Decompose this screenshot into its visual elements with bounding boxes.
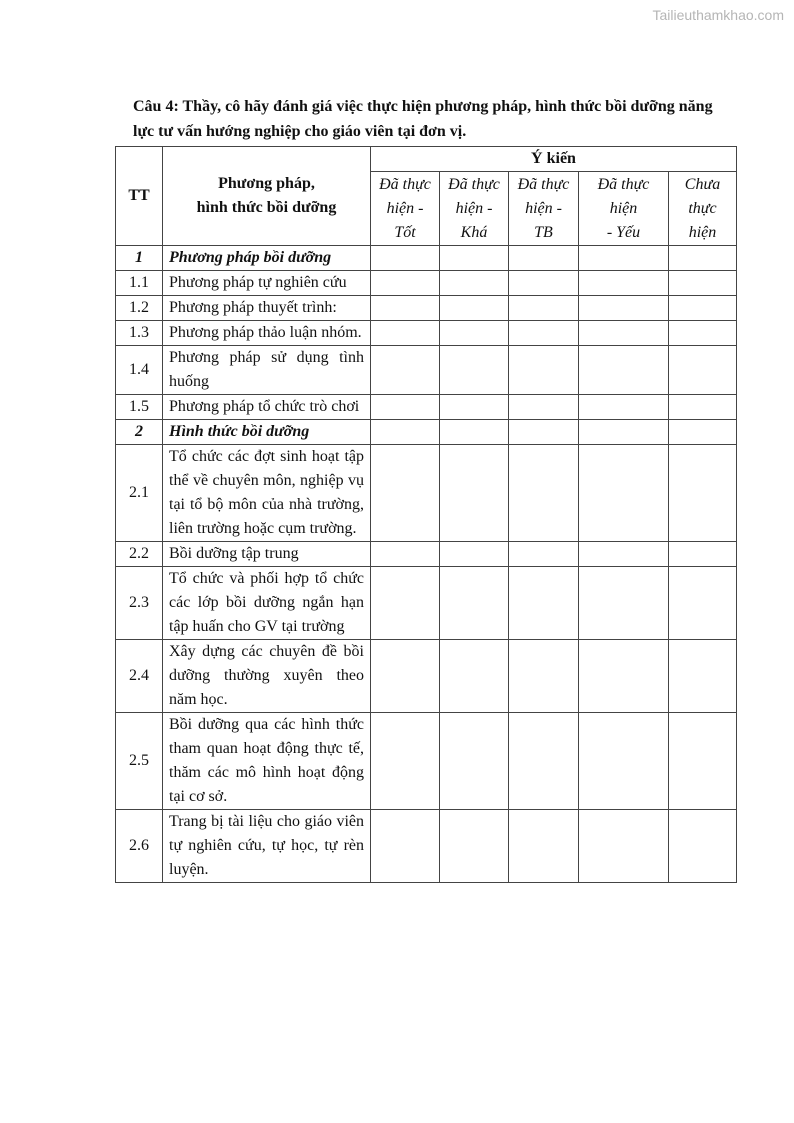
rating-cell[interactable] xyxy=(509,567,579,640)
table-row-section-2 xyxy=(116,420,737,445)
rating-cell[interactable] xyxy=(579,542,669,567)
rating-cell[interactable] xyxy=(669,640,737,713)
row-tt: 2.4 xyxy=(116,640,163,713)
rating-cell[interactable] xyxy=(371,420,440,445)
rating-cell[interactable] xyxy=(371,271,440,296)
row-tt: 1.3 xyxy=(116,321,163,346)
row-tt: 2.6 xyxy=(116,810,163,883)
row-tt: 1.5 xyxy=(116,395,163,420)
table-row-section-1 xyxy=(116,246,737,271)
row-name: Phương pháp tổ chức trò chơi xyxy=(163,395,371,420)
row-name: Trang bị tài liệu cho giáo viên tự nghiên cứu, tự học, tự rèn luyện. xyxy=(163,810,371,883)
table-row xyxy=(116,321,737,346)
row-tt: 2.5 xyxy=(116,713,163,810)
survey-table xyxy=(115,146,737,883)
rating-cell[interactable] xyxy=(669,271,737,296)
rating-cell[interactable] xyxy=(579,567,669,640)
rating-cell[interactable] xyxy=(371,445,440,542)
rating-cell[interactable] xyxy=(440,420,509,445)
table-row xyxy=(116,395,737,420)
table-row xyxy=(116,713,737,810)
rating-cell[interactable] xyxy=(509,713,579,810)
rating-cell[interactable] xyxy=(371,246,440,271)
rating-cell[interactable] xyxy=(669,346,737,395)
header-option-not-done: Chưa thực hiện xyxy=(669,172,737,246)
header-option-average: Đã thực hiện - TB xyxy=(509,172,579,246)
rating-cell[interactable] xyxy=(509,321,579,346)
rating-cell[interactable] xyxy=(669,246,737,271)
table-row xyxy=(116,271,737,296)
row-tt: 1 xyxy=(116,246,163,271)
rating-cell[interactable] xyxy=(509,271,579,296)
rating-cell[interactable] xyxy=(509,542,579,567)
table-row xyxy=(116,810,737,883)
rating-cell[interactable] xyxy=(440,640,509,713)
header-method xyxy=(163,147,371,246)
rating-cell[interactable] xyxy=(669,713,737,810)
rating-cell[interactable] xyxy=(371,640,440,713)
rating-cell[interactable] xyxy=(669,445,737,542)
row-name: Xây dựng các chuyên đề bồi dưỡng thường xuyên theo năm học. xyxy=(163,640,371,713)
rating-cell[interactable] xyxy=(371,567,440,640)
rating-cell[interactable] xyxy=(669,542,737,567)
rating-cell[interactable] xyxy=(669,567,737,640)
rating-cell[interactable] xyxy=(440,542,509,567)
rating-cell[interactable] xyxy=(509,395,579,420)
header-option-weak: Đã thực hiện - Yếu xyxy=(579,172,669,246)
rating-cell[interactable] xyxy=(579,321,669,346)
rating-cell[interactable] xyxy=(509,246,579,271)
watermark: Tailieuthamkhao.com xyxy=(652,7,784,23)
rating-cell[interactable] xyxy=(579,640,669,713)
rating-cell[interactable] xyxy=(371,542,440,567)
rating-cell[interactable] xyxy=(371,810,440,883)
rating-cell[interactable] xyxy=(371,296,440,321)
rating-cell[interactable] xyxy=(579,246,669,271)
row-name: Tổ chức các đợt sinh hoạt tập thể về chuyên môn, nghiệp vụ tại tổ bộ môn của nhà trường, liên trường hoặc cụm trường. xyxy=(163,445,371,542)
rating-cell[interactable] xyxy=(509,296,579,321)
row-tt: 1.2 xyxy=(116,296,163,321)
row-tt: 1.1 xyxy=(116,271,163,296)
rating-cell[interactable] xyxy=(509,445,579,542)
table-row xyxy=(116,346,737,395)
row-name: Phương pháp tự nghiên cứu xyxy=(163,271,371,296)
header-row-1 xyxy=(116,147,737,172)
header-option-fair: Đã thực hiện - Khá xyxy=(440,172,509,246)
rating-cell[interactable] xyxy=(669,321,737,346)
rating-cell[interactable] xyxy=(509,640,579,713)
rating-cell[interactable] xyxy=(669,296,737,321)
rating-cell[interactable] xyxy=(669,810,737,883)
rating-cell[interactable] xyxy=(440,271,509,296)
rating-cell[interactable] xyxy=(440,296,509,321)
row-name: Phương pháp thuyết trình: xyxy=(163,296,371,321)
row-tt: 2.2 xyxy=(116,542,163,567)
rating-cell[interactable] xyxy=(440,346,509,395)
row-tt: 2.3 xyxy=(116,567,163,640)
table-row xyxy=(116,640,737,713)
rating-cell[interactable] xyxy=(579,346,669,395)
rating-cell[interactable] xyxy=(579,713,669,810)
rating-cell[interactable] xyxy=(579,296,669,321)
row-tt: 1.4 xyxy=(116,346,163,395)
rating-cell[interactable] xyxy=(509,346,579,395)
rating-cell[interactable] xyxy=(669,395,737,420)
rating-cell[interactable] xyxy=(440,713,509,810)
rating-cell[interactable] xyxy=(579,271,669,296)
header-option-good: Đã thực hiện - Tốt xyxy=(371,172,440,246)
header-tt: TT xyxy=(116,147,163,246)
rating-cell[interactable] xyxy=(579,445,669,542)
row-tt: 2 xyxy=(116,420,163,445)
rating-cell[interactable] xyxy=(371,321,440,346)
rating-cell[interactable] xyxy=(371,346,440,395)
header-method-line1: Phương pháp, xyxy=(218,175,315,192)
table-row xyxy=(116,542,737,567)
table-row xyxy=(116,296,737,321)
table-row xyxy=(116,445,737,542)
rating-cell[interactable] xyxy=(579,395,669,420)
rating-cell[interactable] xyxy=(371,395,440,420)
rating-cell[interactable] xyxy=(579,810,669,883)
rating-cell[interactable] xyxy=(440,445,509,542)
header-method-line2: hình thức bồi dưỡng xyxy=(196,199,337,216)
rating-cell[interactable] xyxy=(669,420,737,445)
row-name: Tổ chức và phối hợp tổ chức các lớp bồi dưỡng ngắn hạn tập huấn cho GV tại trường xyxy=(163,567,371,640)
row-name: Phương pháp thảo luận nhóm. xyxy=(163,321,371,346)
header-opinion: Ý kiến xyxy=(371,147,737,172)
rating-cell[interactable] xyxy=(509,810,579,883)
rating-cell[interactable] xyxy=(579,420,669,445)
question-text: Câu 4: Thầy, cô hãy đánh giá việc thực hiện phương pháp, hình thức bồi dưỡng năng lực tư vấn hướng nghiệp cho giáo viên tại đơn vị. xyxy=(133,98,713,140)
table-row xyxy=(116,567,737,640)
row-tt: 2.1 xyxy=(116,445,163,542)
row-name: Hình thức bồi dưỡng xyxy=(163,420,371,445)
row-name: Phương pháp sử dụng tình huống xyxy=(163,346,371,395)
rating-cell[interactable] xyxy=(440,395,509,420)
rating-cell[interactable] xyxy=(509,420,579,445)
row-name: Bồi dưỡng tập trung xyxy=(163,542,371,567)
rating-cell[interactable] xyxy=(440,810,509,883)
row-name: Bồi dưỡng qua các hình thức tham quan hoạt động thực tế, thăm các mô hình hoạt động tại cơ sở. xyxy=(163,713,371,810)
rating-cell[interactable] xyxy=(440,321,509,346)
rating-cell[interactable] xyxy=(440,567,509,640)
rating-cell[interactable] xyxy=(371,713,440,810)
row-name: Phương pháp bồi dưỡng xyxy=(163,246,371,271)
rating-cell[interactable] xyxy=(440,246,509,271)
